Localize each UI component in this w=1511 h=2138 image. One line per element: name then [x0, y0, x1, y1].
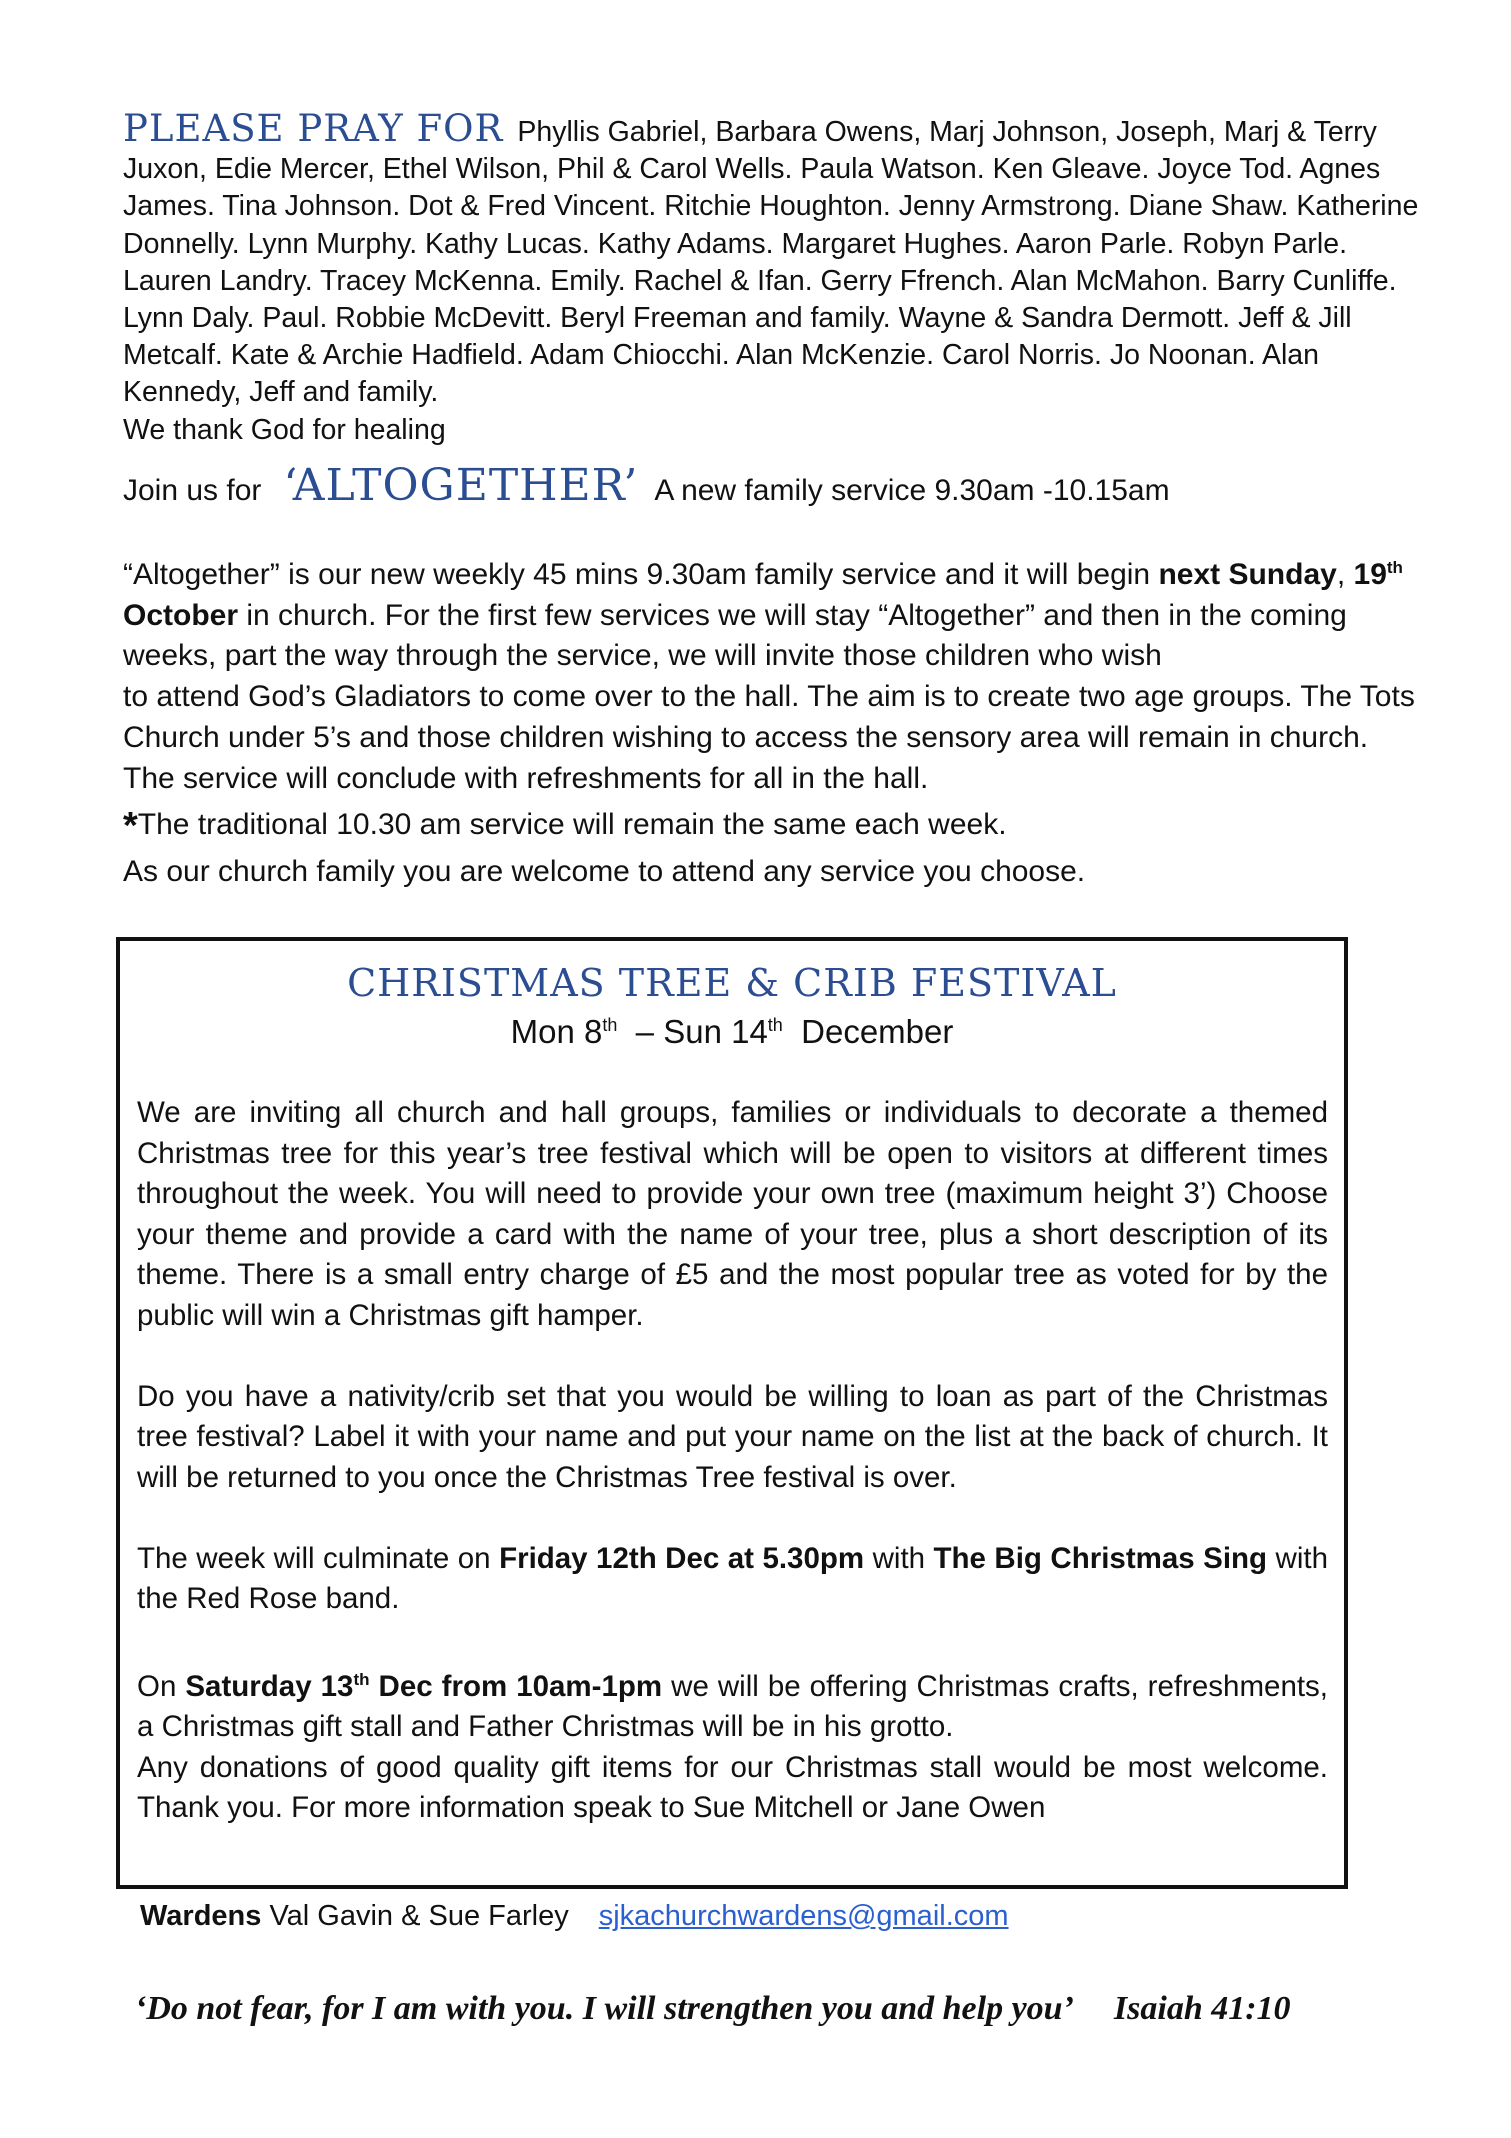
festival-box — [116, 937, 1348, 1889]
prayer-section — [123, 107, 1423, 449]
date-end: – Sun 14 — [617, 1013, 768, 1050]
start-month: October — [123, 598, 239, 632]
wardens-label: Wardens — [140, 1900, 262, 1932]
altogether-heading-line — [123, 460, 1170, 511]
start-day: 19 — [1353, 558, 1387, 591]
welcome-note: As our church family you are welcome to attend any service you choose. — [123, 854, 1086, 888]
p3-with: with — [864, 1541, 934, 1575]
saturday-time: Dec from 10am-1pm — [369, 1669, 663, 1703]
festival-title: CHRISTMAS TREE & CRIB FESTIVAL — [347, 961, 1117, 1005]
p1-comma: , — [1336, 558, 1346, 591]
festival-paragraph-3 — [137, 1539, 1328, 1620]
prayer-thanks: We thank God for healing — [123, 413, 446, 446]
bible-verse — [135, 1990, 1291, 2028]
festival-paragraph-1: We are inviting all church and hall groups, families or individuals to decorate a themed Christmas tree for this year’s tree festival which will be open to visitors at different times throughout the week. You will need to provide your own tree (maximum height 3’) Choose your theme and provide a card with the name of your tree, plus a short description of its theme. There is a small entry charge of £5 and the most popular tree as voted for by the public will win a Christmas gift hamper. — [137, 1096, 1328, 1332]
verse-text: ‘Do not fear, for I am with you. I will strengthen you and help you’ — [135, 1990, 1074, 2027]
altogether-paragraph-2: to attend God’s Gladiators to come over to the hall. The aim is to create two age groups. The Tots Church under 5’s and those children wishing to access the sensory area will remain in church. The service will conclude with refreshments for all in the hall. — [123, 680, 1415, 795]
wardens-email-link[interactable]: sjkachurchwardens@gmail.com — [598, 1900, 1009, 1932]
festival-paragraph-2: Do you have a nativity/crib set that you would be willing to loan as part of the Christmas tree festival? Label it with your name and put your name on the list at the back of church. It will be returned to you once the Christmas Tree festival is over. — [137, 1379, 1328, 1494]
p1-text: “Altogether” is our new weekly 45 mins 9.30am family service and it will begin — [123, 558, 1159, 591]
saturday-day: Saturday 13 — [185, 1669, 354, 1703]
prayer-heading: PLEASE PRAY FOR — [123, 107, 504, 150]
prayer-names: Phyllis Gabriel, Barbara Owens, Marj Johnson, Joseph, Marj & Terry Juxon, Edie Mercer, Ethel Wilson, Phil & Carol Wells. Paula Watson. Ken Gleave. Joyce Tod. Agnes James. Tina Johnson. Dot & Fred Vincent. Ritchie Houghton. Jenny Armstrong. Diane Shaw. Katherine Donnelly. Lynn Murphy. Kathy Lucas. Kathy Adams. Margaret Hughes. Aaron Parle. Robyn Parle. Lauren Landry. Tracey McKenna. Emily. Rachel & Ifan. Gerry Ffrench. Alan McMahon. Barry Cunliffe. Lynn Daly. Paul. Robbie McDevitt. Beryl Freeman and family. Wayne & Sandra Dermott. Jeff & Jill Metcalf. Kate & Archie Hadfield. Adam Chiocchi. Alan McKenzie. Carol Norris. Jo Noonan. Alan Kennedy, Jeff and family. — [123, 116, 1419, 409]
p4-on: On — [137, 1669, 186, 1703]
altogether-description — [123, 548, 1423, 893]
festival-paragraph-4 — [137, 1660, 1328, 1829]
traditional-text: The traditional 10.30 am service will remain the same each week. — [137, 808, 1007, 842]
p4-text: we will be offering Christmas crafts, refreshments, a Christmas gift stall and Father Christmas will be in his grotto. — [137, 1669, 1328, 1744]
wardens-names: Val Gavin & Sue Farley — [261, 1900, 569, 1932]
start-day-suffix: th — [1386, 558, 1403, 577]
p4-donations: Any donations of good quality gift items for our Christmas stall would be most welcome. Thank you. For more information speak to Sue Mitchell or Jane Owen — [137, 1750, 1328, 1825]
altogether-paragraph-1 — [123, 548, 1423, 677]
altogether-tagline: A new family service 9.30am -10.15am — [654, 474, 1170, 507]
saturday-suffix: th — [353, 1670, 370, 1689]
verse-reference: Isaiah 41:10 — [1113, 1990, 1291, 2027]
date-end-suffix: th — [767, 1015, 783, 1035]
p3-text: The week will culminate on — [137, 1541, 500, 1575]
sing-datetime: Friday 12th Dec at 5.30pm — [499, 1541, 865, 1575]
saturday-datetime — [185, 1670, 662, 1703]
sing-event-name: The Big Christmas Sing — [933, 1541, 1268, 1575]
date-start: Mon 8 — [510, 1013, 603, 1050]
traditional-service-note — [123, 805, 1423, 847]
altogether-name: ‘ALTOGETHER’ — [283, 460, 639, 511]
p3-band: with the Red Rose band. — [137, 1541, 1328, 1615]
date-start-suffix: th — [602, 1015, 618, 1035]
join-prefix: Join us for — [123, 474, 262, 507]
date-month: December — [782, 1013, 954, 1050]
festival-body — [137, 1093, 1328, 1829]
asterisk: * — [123, 805, 138, 848]
wardens-line — [140, 1900, 1009, 1933]
next-sunday: next Sunday — [1158, 558, 1337, 591]
festival-dates — [120, 1013, 1344, 1051]
p1-text-continued: in church. For the first few services we will stay “Altogether” and then in the coming weeks, part the way through the service, we will invite those children who wish — [123, 598, 1347, 673]
